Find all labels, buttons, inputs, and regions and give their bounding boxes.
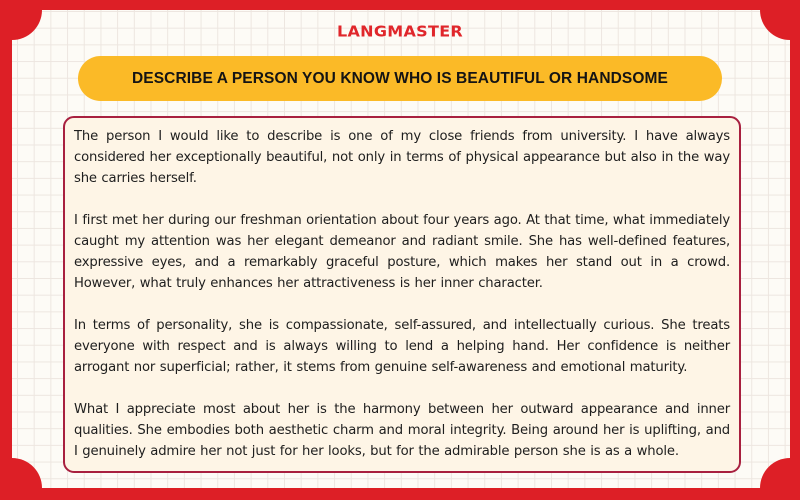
answer-text-box xyxy=(63,116,741,473)
paragraph-personality: In terms of personality, she is compassionate, self-assured, and intellectually curious. She treats everyone with respect and is always willing to lend a helping hand. Her confidence is neither arrogant nor superficial; rather, it stems from genuine self-awareness and emotional maturity. xyxy=(74,318,730,375)
title-banner xyxy=(78,56,722,101)
page-title: DESCRIBE A PERSON YOU KNOW WHO IS BEAUTIFUL OR HANDSOME xyxy=(132,69,668,87)
paragraph-intro: The person I would like to describe is one of my close friends from university. I have always considered her exceptionally beautiful, not only in terms of physical appearance but also in the way she carries herself. xyxy=(74,129,730,186)
corner-decoration-bottom-left xyxy=(12,458,42,488)
paragraph-conclusion: What I appreciate most about her is the harmony between her outward appearance and inner qualities. She embodies both aesthetic charm and moral integrity. Being around her is uplifting, and I genuinely admire her not just for her looks, but for the admirable person she is as a whole. xyxy=(74,402,730,459)
brand-logo: LANGMASTER xyxy=(336,22,464,41)
corner-decoration-bottom-right xyxy=(760,458,790,488)
paragraph-first-meeting: I first met her during our freshman orientation about four years ago. At that time, what immediately caught my attention was her elegant demeanor and radiant smile. She has well-defined features, expressive eyes, and a remarkably graceful posture, which makes her stand out in a crowd. However, what truly enhances her attractiveness is her inner character. xyxy=(74,213,730,291)
